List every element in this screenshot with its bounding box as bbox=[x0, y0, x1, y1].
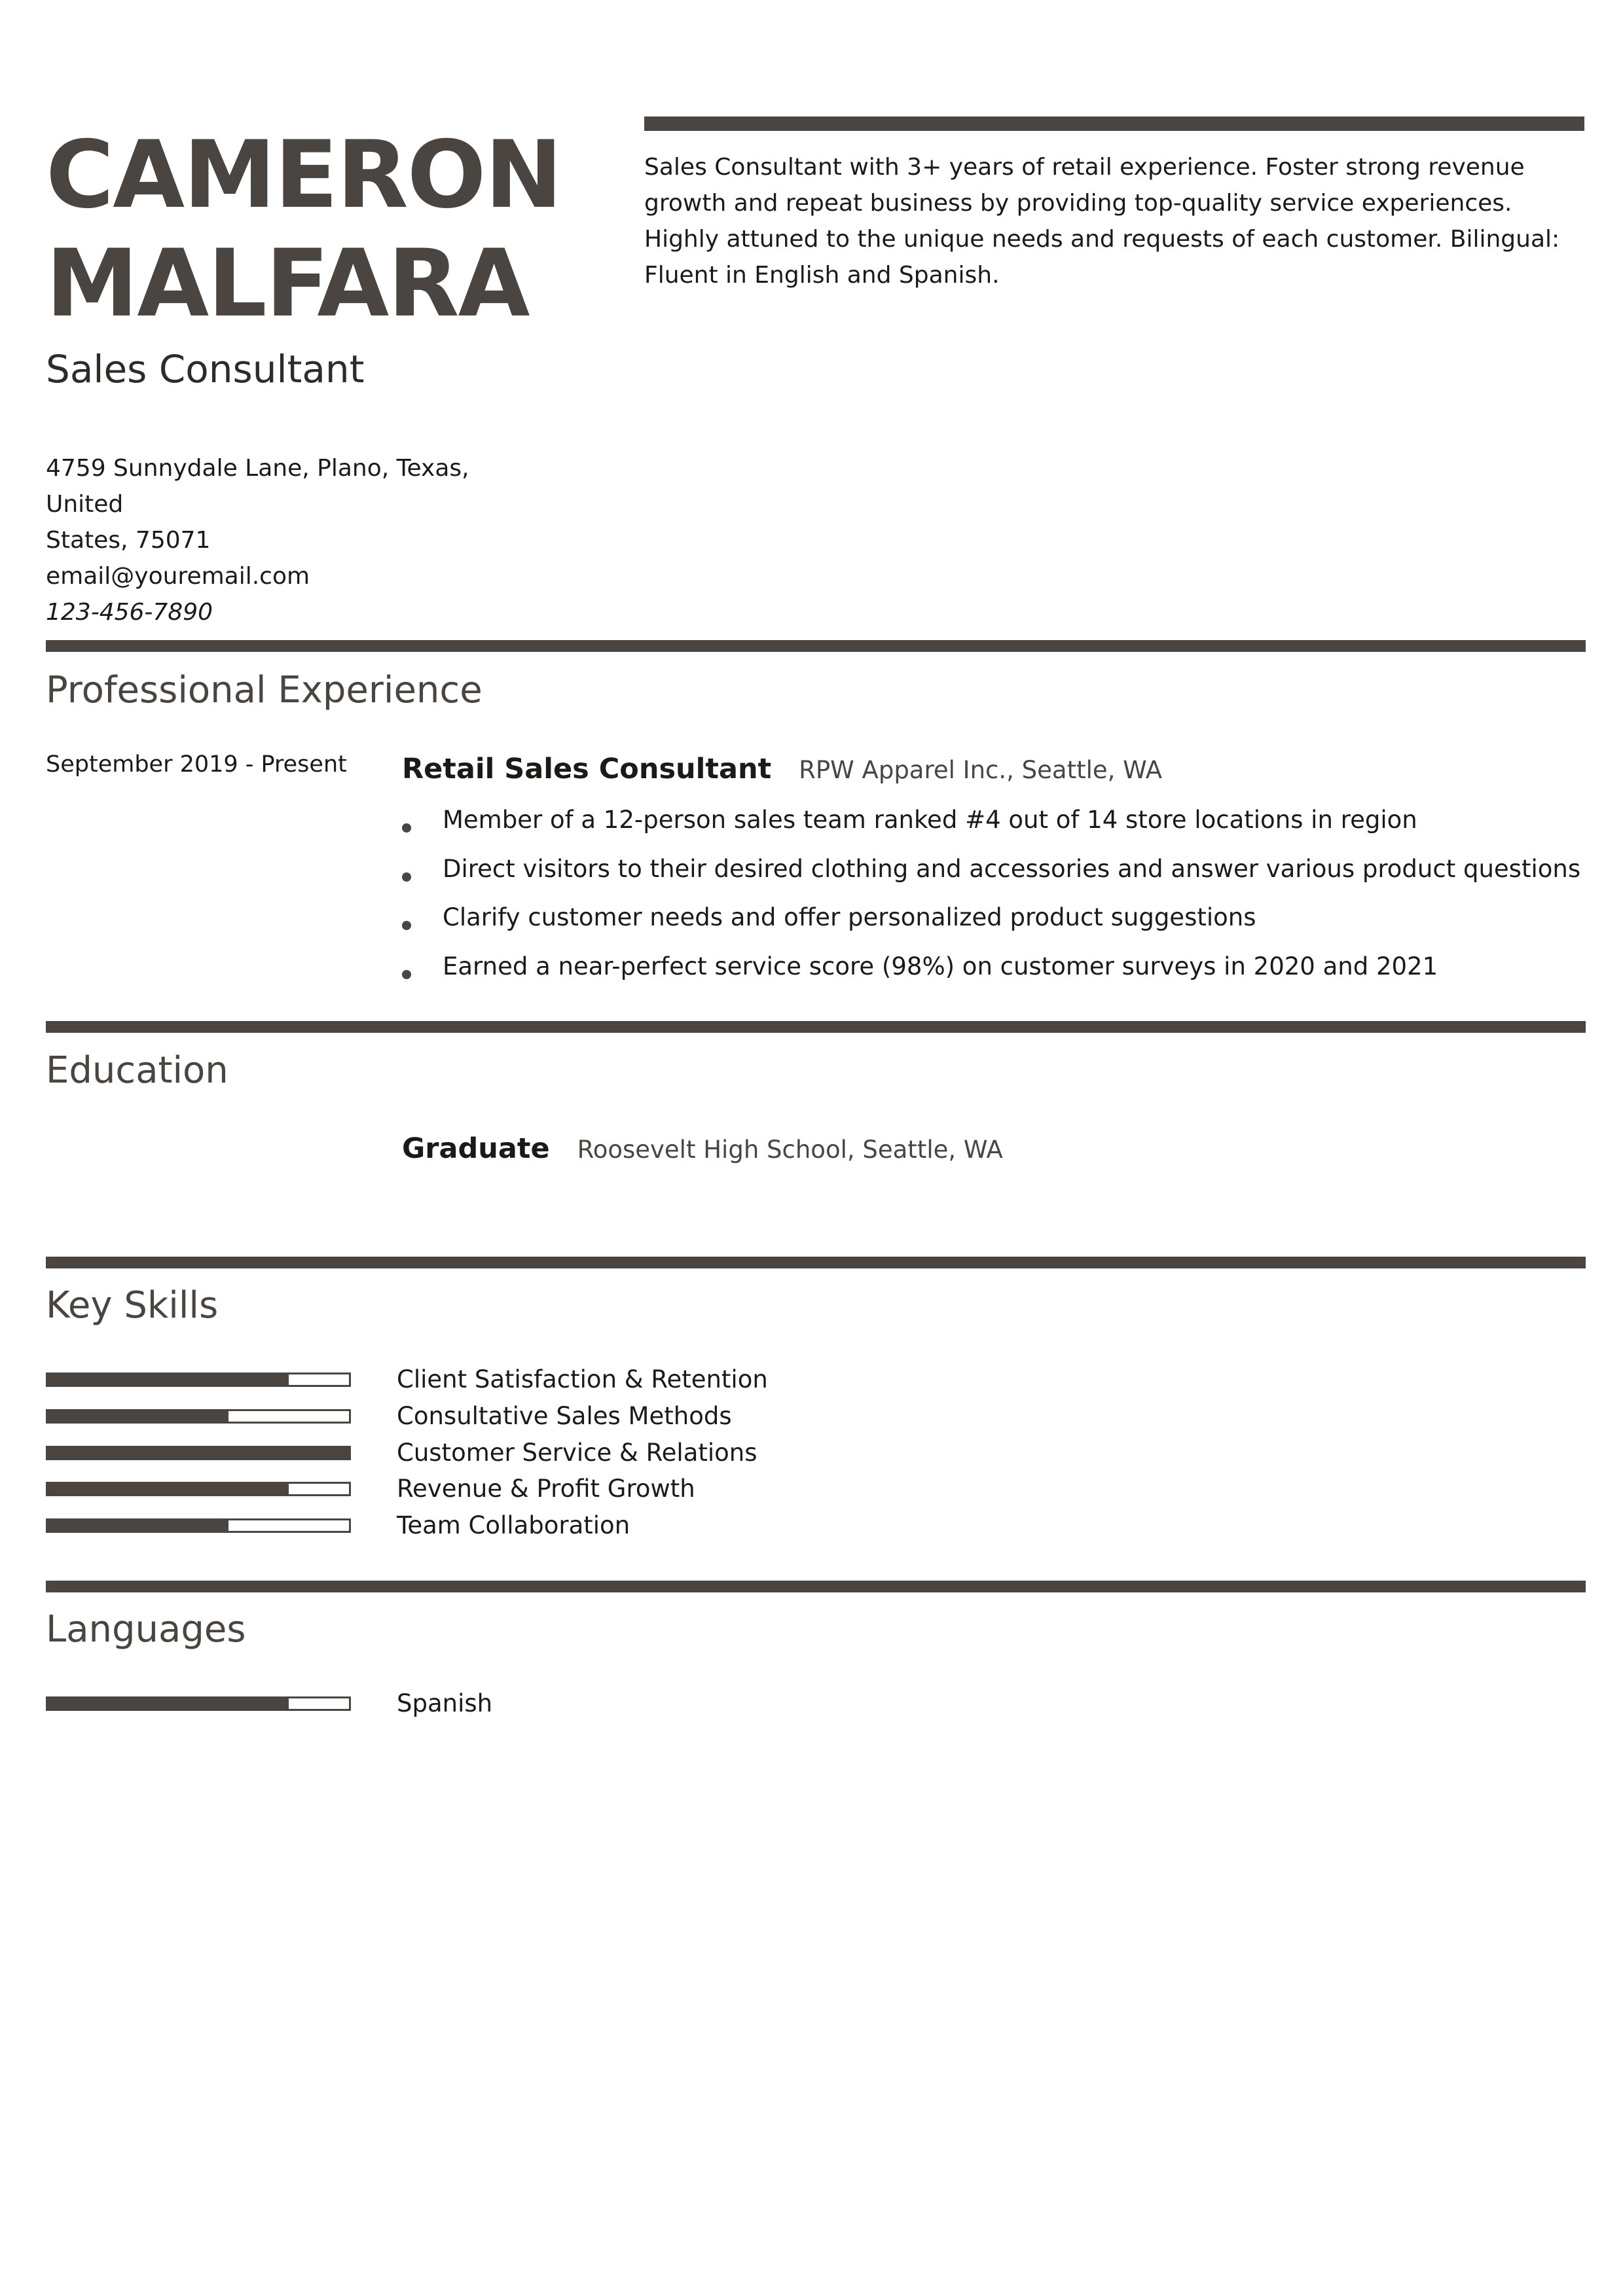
bullet-text: Earned a near-perfect service score (98%) on customer surveys in 2020 and 2021 bbox=[443, 952, 1438, 980]
list-item bbox=[402, 901, 1580, 950]
skill-level-bar bbox=[46, 1446, 351, 1460]
education-degree: Graduate bbox=[402, 1132, 550, 1165]
bullet-text: Member of a 12-person sales team ranked #4 out of 14 store locations in region bbox=[443, 806, 1417, 834]
address-line-1: 4759 Sunnydale Lane, Plano, Texas, United bbox=[46, 455, 469, 518]
section-title-experience: Professional Experience bbox=[46, 669, 483, 711]
experience-bullets bbox=[402, 804, 1580, 999]
skill-label: Customer Service & Relations bbox=[397, 1439, 757, 1467]
skill-level-bar bbox=[46, 1409, 351, 1424]
language-level-bar bbox=[46, 1696, 351, 1711]
section-divider-skills bbox=[46, 1257, 1586, 1268]
address-line-2: States, 75071 bbox=[46, 527, 211, 554]
bullet-icon bbox=[402, 823, 411, 833]
list-item bbox=[402, 853, 1580, 902]
skill-label: Consultative Sales Methods bbox=[397, 1402, 732, 1430]
bullet-text: Direct visitors to their desired clothing and accessories and answer various product questions bbox=[443, 854, 1581, 883]
skill-level-bar bbox=[46, 1518, 351, 1533]
skill-level-bar bbox=[46, 1482, 351, 1496]
summary-text: Sales Consultant with 3+ years of retail experience. Foster strong revenue growth and repeat business by providing top-quality service experiences. Highly attuned to the unique needs and requests of each customer. Bilingual: Fluent in English and Spanish. bbox=[644, 154, 1560, 289]
phone: 123-456-7890 bbox=[46, 599, 213, 626]
section-title-education: Education bbox=[46, 1049, 228, 1092]
skill-level-fill bbox=[48, 1448, 349, 1458]
skill-label: Revenue & Profit Growth bbox=[397, 1475, 695, 1503]
experience-date: September 2019 - Present bbox=[46, 751, 347, 778]
list-item bbox=[402, 950, 1580, 999]
skill-level-fill bbox=[48, 1374, 289, 1385]
job-title: Sales Consultant bbox=[46, 347, 365, 391]
name-line-first: CAMERON bbox=[46, 121, 562, 229]
skill-level-bar bbox=[46, 1372, 351, 1387]
education-school: Roosevelt High School, Seattle, WA bbox=[577, 1136, 1003, 1164]
contact-block bbox=[46, 450, 530, 630]
section-divider-education bbox=[46, 1021, 1586, 1033]
language-label: Spanish bbox=[397, 1689, 493, 1717]
skill-label: Client Satisfaction & Retention bbox=[397, 1365, 768, 1393]
name-line-last: MALFARA bbox=[46, 230, 529, 338]
experience-role-line bbox=[402, 753, 1162, 785]
summary-divider bbox=[644, 117, 1584, 131]
skill-level-fill bbox=[48, 1520, 228, 1531]
section-divider-languages bbox=[46, 1581, 1586, 1592]
bullet-icon bbox=[402, 872, 411, 882]
bullet-icon bbox=[402, 921, 411, 930]
section-title-skills: Key Skills bbox=[46, 1284, 219, 1327]
experience-org: RPW Apparel Inc., Seattle, WA bbox=[799, 756, 1163, 784]
section-divider-experience bbox=[46, 640, 1586, 652]
skill-label: Team Collaboration bbox=[397, 1511, 630, 1539]
bullet-text: Clarify customer needs and offer personalized product suggestions bbox=[443, 903, 1256, 931]
email: email@youremail.com bbox=[46, 563, 310, 590]
skill-level-fill bbox=[48, 1411, 228, 1422]
skill-level-fill bbox=[48, 1484, 289, 1494]
language-level-fill bbox=[48, 1698, 289, 1709]
education-line bbox=[402, 1132, 1003, 1165]
experience-role: Retail Sales Consultant bbox=[402, 753, 772, 785]
bullet-icon bbox=[402, 970, 411, 979]
candidate-name bbox=[46, 121, 561, 338]
section-title-languages: Languages bbox=[46, 1608, 246, 1651]
list-item bbox=[402, 804, 1580, 853]
